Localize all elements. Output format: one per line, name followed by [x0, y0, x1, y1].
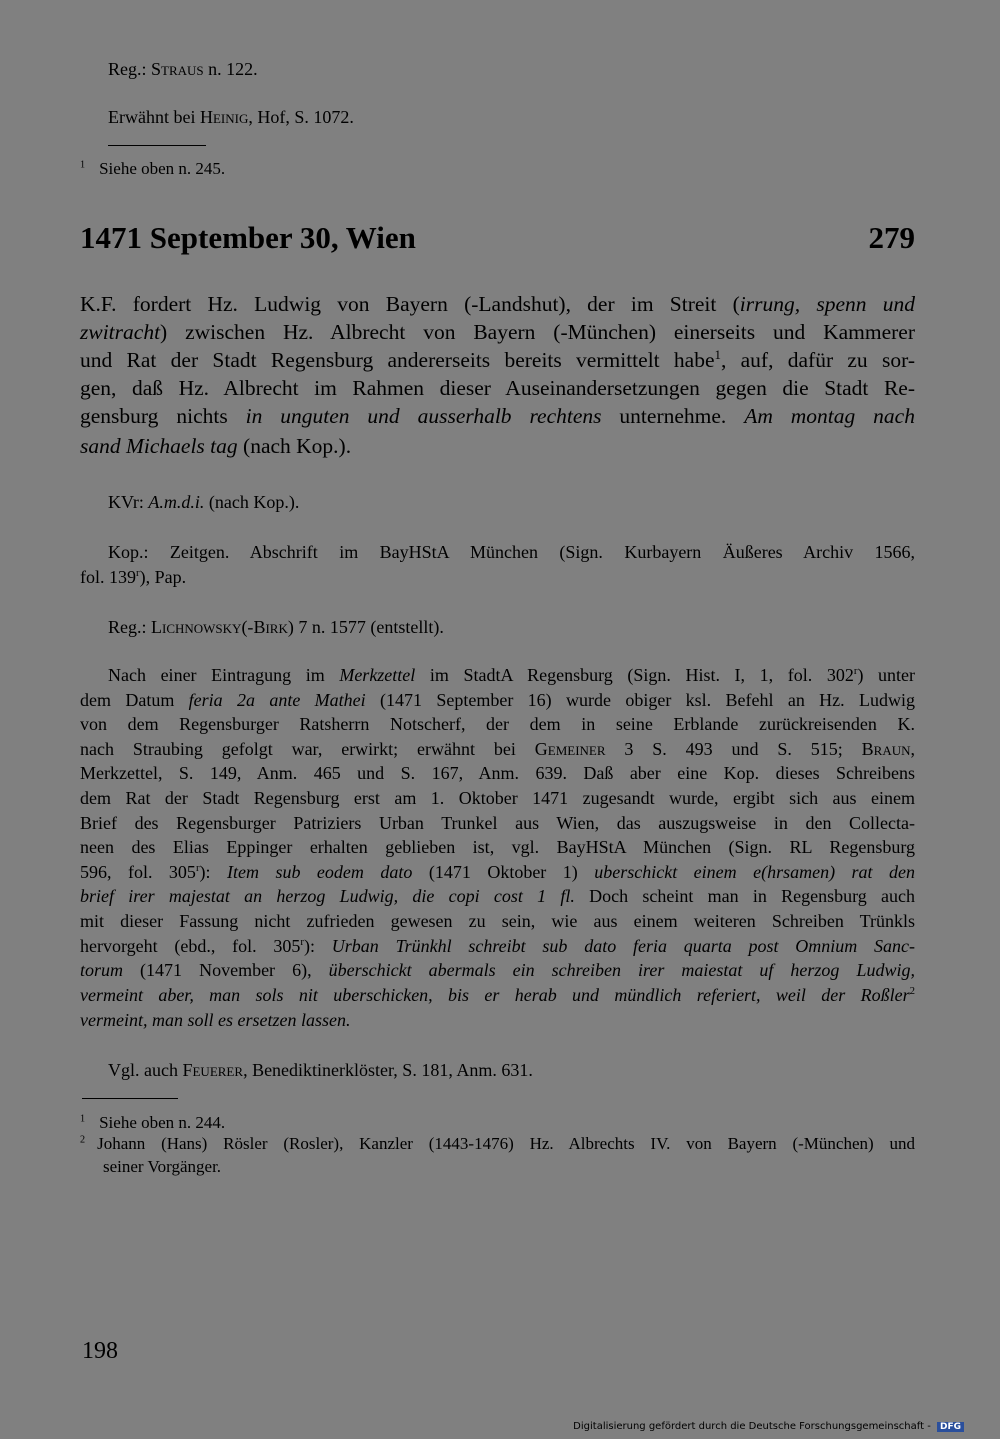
footnote-2-cont: seiner Vorgänger.	[103, 1157, 222, 1176]
footnote-1: $^1$ Siehe oben n. 244.	[80, 1113, 226, 1132]
entry-number: 279	[868, 220, 915, 255]
reg-straus: Reg.: Straus n. 122.	[108, 59, 258, 79]
dfg-credit: Digitalisierung gefördert durch die Deutsche Forschungsgemeinschaft - DFG	[573, 1421, 964, 1432]
vgl-feuerer: Vgl. auch Feuerer, Benediktinerklöster, S. 181, Anm. 631.	[108, 1060, 533, 1080]
footnote-rule	[82, 1098, 178, 1099]
kvr-line: KVr: A.m.d.i. (nach Kop.).	[108, 492, 300, 512]
dfg-logo: DFG	[937, 1422, 964, 1432]
entry-date-place: 1471 September 30, Wien	[80, 220, 416, 255]
footnote-2: $^2$ Johann (Hans) Rösler (Rosler), Kanzler (1443-1476) Hz. Albrechts IV. von Bayern (-München) und	[80, 1134, 915, 1153]
footnote-rule-top	[108, 145, 206, 146]
erwaehnt-heinig: Erwähnt bei Heinig, Hof, S. 1072.	[108, 107, 354, 127]
document-page: Reg.: Straus n. 122. Erwähnt bei Heinig, Hof, S. 1072. $^1$ Siehe oben n. 245. 1471 September 30, Wien 279 K.F. fordert Hz. Ludwig von Bayern (-Landshut), der im Streit (irrung, spenn und zwitracht) zwischen Hz. Albrecht von Bayern (-München) einerseits und Kammerer und Rat der Stadt Regensburg andererseits bereits vermittelt habe$^1$, auf, dafür zu sor- gen, daß Hz. Albrecht im Rahmen dieser Auseinandersetzungen gegen die Stadt Re- gensburg nichts in unguten und ausserhalb rechtens unternehme. Am montag nach sand Michaels tag (nach Kop.). KVr: A.m.d.i. (nach Kop.). Kop.: Zeitgen. Abschrift im BayHStA München (Sign. Kurbayern Äußeres Archiv 1566, fol. 139$^r$), Pap. Reg.: Lichnowsky(-Birk) 7 n. 1577 (entstellt). Nach einer Eintragung im Merkzettel im StadtA Regensburg (Sign. Hist. I, 1, fol. 302$^r$) unter dem Datum feria 2a ante Mathei (1471 September 16) wurde obiger ksl. Befehl an Hz. Ludwig von dem Regensburger Ratsherrn Notscherf, der dem in seine Erblande zurückreisenden K. nach Straubing gefolgt war, erwirkt; erwähnt bei Gemeiner 3 S. 493 und S. 515; Braun, Merkzettel, S. 149, Anm. 465 und S. 167, Anm. 639. Daß aber eine Kop. dieses Schreibens dem Rat der Stadt Regensburg erst am 1. Oktober 1471 zugesandt wurde, ergibt sich aus einem Brief des Regensburger Patriziers Urban Trunkel aus Wien, das auszugsweise in den Collecta- neen des Elias Eppinger erhalten geblieben ist, vgl. BayHStA München (Sign. RL Regensburg 596, fol. 305$^r$): Item sub eodem dato (1471 Oktober 1) uberschickt einem e(hrsamen) rat den brief irer majestat an herzog Ludwig, die copi cost 1 fl. Doch scheint man in Regensburg auch mit dieser Fassung nicht zufrieden gewesen zu sein, wie aus einem weiteren Schreiben Trünkls hervorgeht (ebd., fol. 305$^r$): Urban Trünkhl schreibt sub dato feria quarta post Omnium Sanc- torum (1471 November 6), überschickt abermals ein schreiben irer maiestat uf herzog Ludwig, vermeint aber, man sols nit uberschicken, bis er herab und mündlich referiert, weil der Roßler$^2$ vermeint, man soll es ersetzen lassen. Vgl. auch Feuerer, Benediktinerklöster, S. 181, Anm. 631. $^1$ Siehe oben n. 244. $^2$ Johann (Hans) Rösler (Rosler), Kanzler (1443-1476) Hz. Albrechts IV. von Bayern (-München) und seiner Vorgänger. 198 Digitalisierung gefördert durch die Deutsche Forschungsgemeinschaft - DFG	[0, 0, 1000, 1439]
page-number: 198	[82, 1338, 118, 1364]
reg-lichnowsky: Reg.: Lichnowsky(-Birk) 7 n. 1577 (entstellt).	[108, 617, 444, 637]
entry-heading	[80, 220, 915, 256]
footnote-top: $^1$ Siehe oben n. 245.	[80, 159, 226, 178]
